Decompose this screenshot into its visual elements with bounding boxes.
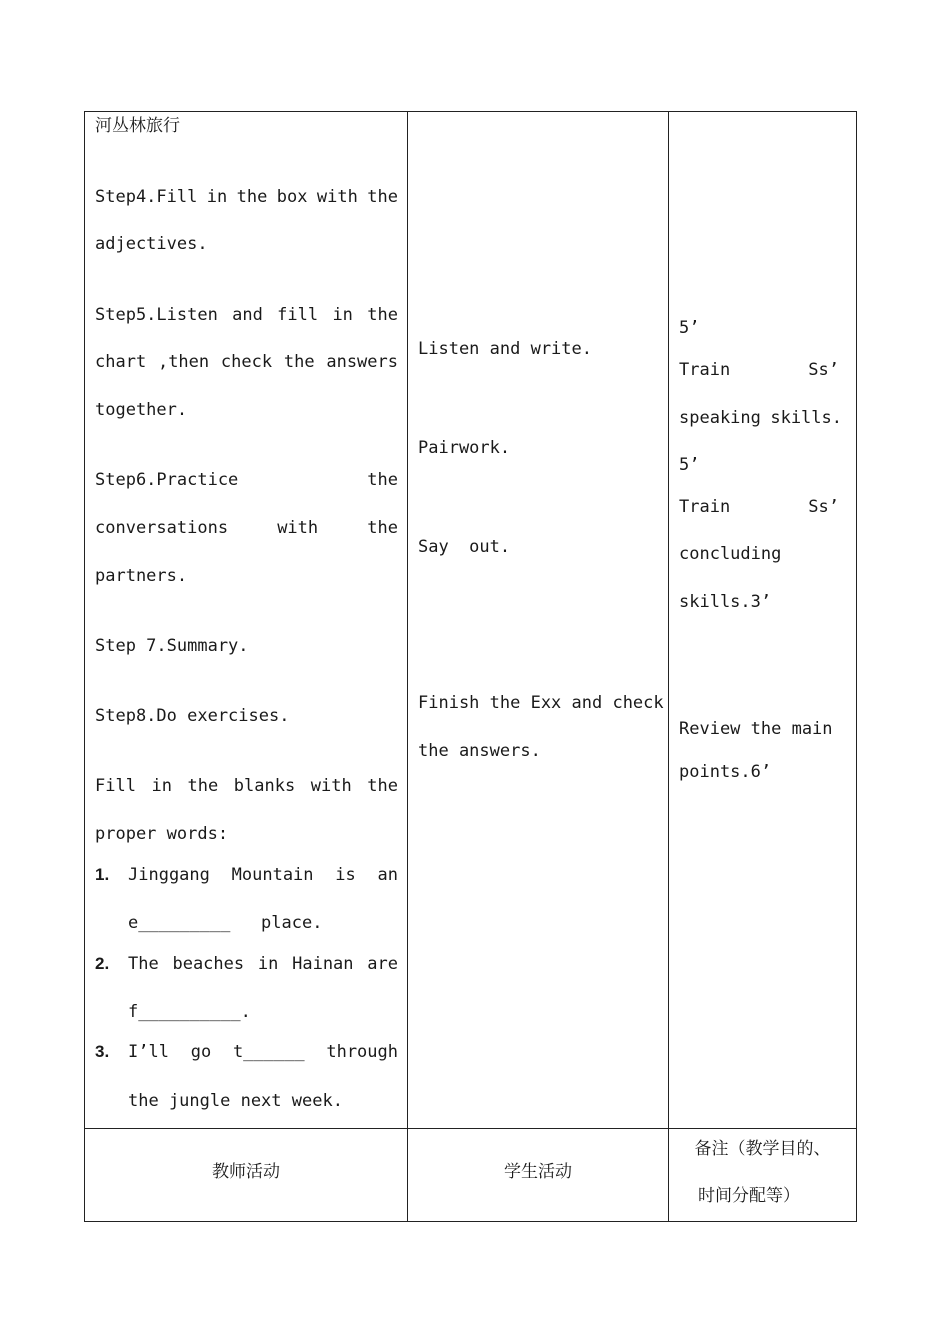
header-notes-line1: 备注（教学目的、 [694, 1139, 831, 1159]
word: Train [679, 360, 731, 380]
word: the [236, 187, 268, 207]
item-line2: f__________. [128, 1002, 251, 1022]
student-activity-4-line1: Finish the Exx and check [418, 693, 664, 713]
student-activity-3: Say out. [418, 537, 511, 557]
word: Mountain [231, 865, 314, 885]
item-line2: e_________ place. [128, 913, 323, 933]
item-line2: the jungle next week. [128, 1091, 343, 1111]
word: and [232, 305, 263, 325]
header-teacher-activity: 教师活动 [212, 1162, 280, 1182]
word: speaking [679, 408, 761, 428]
step5-line2 [95, 352, 398, 372]
student-activity-4-line2: the answers. [418, 741, 541, 761]
word: Step6.Practice [95, 470, 239, 490]
item-number: 1. [95, 865, 110, 884]
header-notes-line2: 时间分配等） [698, 1186, 800, 1206]
note-line: skills.3’ [679, 592, 772, 612]
word: the [367, 305, 398, 325]
word: the [367, 470, 398, 490]
note-line [679, 497, 839, 517]
header-student-activity: 学生活动 [504, 1162, 572, 1182]
item-number: 3. [95, 1042, 110, 1061]
word: with [277, 518, 319, 538]
note-line: concluding [679, 544, 782, 564]
fill-line2: proper words: [95, 824, 229, 844]
word: check [220, 352, 273, 372]
note-time: 5’ [679, 455, 700, 475]
column-divider [668, 111, 669, 1222]
word: answers [326, 352, 398, 372]
step4-line1 [95, 187, 398, 207]
item-line1 [128, 954, 398, 974]
step6-line2 [95, 518, 398, 538]
note-line: points.6’ [679, 762, 772, 782]
word: go [190, 1042, 212, 1062]
word: Ss’ [808, 360, 839, 380]
word: in [257, 954, 279, 974]
note-line [679, 360, 839, 380]
word: Step4.Fill [95, 187, 198, 207]
word: are [367, 954, 398, 974]
word: in [206, 187, 228, 207]
word: skills. [770, 408, 842, 428]
word: an [377, 865, 398, 885]
word: fill [277, 305, 319, 325]
word: is [335, 865, 356, 885]
student-activity-2: Pairwork. [418, 438, 511, 458]
word: box [276, 187, 308, 207]
note-line [679, 408, 842, 428]
word: Step5.Listen [95, 305, 218, 325]
intro-text: 河丛林旅行 [95, 116, 180, 136]
word: chart [95, 352, 147, 372]
word: beaches [172, 954, 245, 974]
word: the [187, 776, 219, 796]
word: the [367, 187, 398, 207]
word: through [326, 1042, 398, 1062]
word: with [316, 187, 358, 207]
item-number: 2. [95, 954, 110, 973]
note-time: 5’ [679, 318, 700, 338]
step5-line1 [95, 305, 398, 325]
row-divider [84, 1128, 857, 1129]
word: ,then [157, 352, 210, 372]
word: t______ [232, 1042, 305, 1062]
word: Fill [95, 776, 136, 796]
word: I’ll [128, 1042, 169, 1062]
note-line: Review the main [679, 719, 833, 739]
word: Ss’ [808, 497, 839, 517]
step5-line3: together. [95, 400, 188, 420]
student-activity-1: Listen and write. [418, 339, 592, 359]
step6-line3: partners. [95, 566, 188, 586]
word: the [367, 776, 398, 796]
fill-line1 [95, 776, 398, 796]
word: the [283, 352, 315, 372]
step4-line2: adjectives. [95, 234, 208, 254]
item-line1 [128, 1042, 398, 1062]
word: Jinggang [128, 865, 210, 885]
word: with [310, 776, 352, 796]
step6-line1 [95, 470, 398, 490]
word: Hainan [292, 954, 354, 974]
column-divider [407, 111, 408, 1222]
word: in [332, 305, 353, 325]
word: blanks [233, 776, 296, 796]
step7-text: Step 7.Summary. [95, 636, 249, 656]
item-line1 [128, 865, 398, 885]
word: the [367, 518, 398, 538]
word: Train [679, 497, 731, 517]
word: The [128, 954, 159, 974]
word: conversations [95, 518, 229, 538]
step8-text: Step8.Do exercises. [95, 706, 290, 726]
word: in [151, 776, 172, 796]
